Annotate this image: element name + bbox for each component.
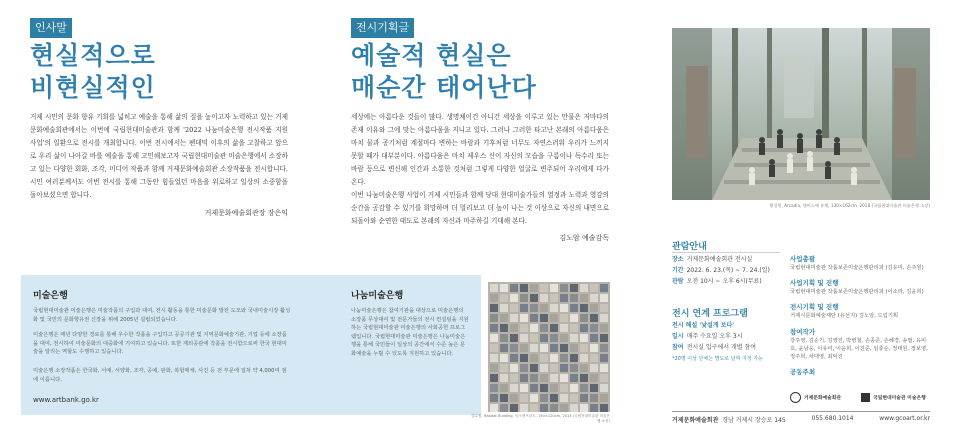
greeting-title-line1: 현실적으로 bbox=[30, 41, 156, 70]
program-title: 전시 해설 '낯설게 보다' bbox=[672, 322, 735, 329]
footer-phone: 055.680.1014 bbox=[811, 415, 854, 422]
credit-heading: 전시기획 및 진행 bbox=[790, 303, 839, 312]
divider bbox=[672, 252, 780, 253]
credit-text: 강주영, 김순기, 김영진, 박병철, 손종준, 손혜경, 송필, 유비호, 윤남웅, 이유미, 이윤희, 이진준, 임충순, 정태원, 정보영, 정주희, 차대영, 최익진 bbox=[790, 337, 928, 361]
credit-heading: 사업총괄 bbox=[790, 255, 816, 263]
greeting-signature: 거제문화예술회관장 장은익 bbox=[204, 209, 288, 217]
footer bbox=[672, 415, 930, 424]
gcoart-logo-icon bbox=[790, 392, 801, 403]
curation-title bbox=[351, 40, 537, 104]
greeting-body: 거제 시민의 문화 향유 기회를 넓히고 예술을 통해 삶의 질을 높이고자 노력하고 있는 거제문화예술회관에서는 이번에 국립현대미술관과 함께 '2022 나눔미술은행 전시작품 지원 사업'의 일환으로 전시를 개최합니다. 이번 전시에서는 팬데믹 이후의 삶을 고찰하고 앞으로 우리 삶이 나아갈 바를 예술을 통해 고민해보고자 국립현대미술관 미술은행에서 소장하고 있는 다양한 회화, 조각, 미디어 작품과 함께 거제문화예술회관 소장작품을 전시합니다. 시민 여러분께서도 이번 전시를 통해 그동안 힘들었던 마음을 위로하고 일상의 소중함을 돌아보셨으면 합니다. bbox=[30, 113, 288, 199]
curation-body-1: 세상에는 아름다운 것들이 많다. 생명체이건 아니건 세상을 이루고 있는 만물은 저마다의 존재 이유와 그에 맞는 아름다움을 지니고 있다. 그러나 그러한 타고난 본래의 아름다움은 마치 물과 공기처럼 계절마다 변하는 바람과 기후처럼 너무도 자연스러워 우리가 느끼지 못할 때가 대부분이다. 아름다움은 마치 제우스 신이 자신의 모습을 구름이나 독수리 또는 바람 등으로 변신해 인간과 소통한 것처럼 그렇게 다양한 얼굴로 변주되어 우리에게 다가온다. bbox=[351, 113, 609, 186]
nanum-bank-heading: 나눔미술은행 bbox=[351, 291, 404, 301]
credit-text: 국립현대미술관 작품보존미술은행관리과 (김유미, 손주원) bbox=[790, 265, 924, 271]
curation-body-2: 이번 나눔미술은행 사업이 거제 시민들과 함께 당대 현대미술가들의 열정과 노력과 영감의 순간을 공감할 수 있기를 희망하며 더 멀리보고 더 높이 나는 것 이상으로 자신의 내면으로 되돌아와 순연한 태도로 본래의 자신과 마주하길 기대해 본다. bbox=[351, 191, 609, 225]
art-bank-paragraph-3: 미술은행 소장작품은 한국화, 서예, 서양화, 조각, 공예, 판화, 복합매체, 사진 등 전 부문에 걸쳐 약 4,000여 점에 이릅니다. bbox=[33, 368, 287, 383]
curation-title-line1: 예술적 현실은 bbox=[351, 41, 512, 70]
credit-text: 국립현대미술관 작품보존미술은행관리과 (이소라, 김윤희) bbox=[790, 289, 924, 296]
program-heading: 전시 연계 프로그램 bbox=[672, 309, 748, 319]
art-bank-paragraph-1: 국립현대미술관 미술은행은 미술작품의 구입과 대여, 전시 활동을 통한 미술문화 발전 도모와 국내미술시장 활성화 및 국민의 문화향유권 신장을 위해 2005년 설립되었습니다. bbox=[33, 308, 291, 323]
credit-heading: 사업기획 및 진행 bbox=[790, 279, 839, 288]
footer-venue: 거제문화예술회관 bbox=[672, 417, 719, 424]
exhibition-info-list bbox=[672, 254, 782, 288]
logo-gcoart: 거제문화예술회관 bbox=[790, 392, 841, 403]
tile-caption: 김수정, Habitat Building, 잉크젯프린트, 150×120cm, 2013 (국립현대미술관 미술은행 소장) bbox=[470, 414, 610, 423]
greeting-tag: 인사말 bbox=[30, 18, 72, 38]
footer-web[interactable]: www.gcoart.or.kr bbox=[879, 415, 930, 422]
logo-mmca: 국립현대미술관 미술은행 bbox=[861, 393, 926, 402]
program-row: 참여 전시실 입구에서 개별 참여 bbox=[672, 344, 757, 352]
info-row: 관람 오전 10시 ~ 오후 6시(무료) bbox=[672, 278, 762, 286]
credits bbox=[790, 254, 930, 377]
credit-text: 거제시문화예술재단 (유선지) 김노암, 드림기획 bbox=[790, 313, 899, 320]
program-row: 일시 매주 수요일 오후 3시 bbox=[672, 333, 743, 341]
art-bank-heading: 미술은행 bbox=[33, 291, 68, 301]
footer-venue-address bbox=[672, 415, 786, 424]
exhibition-info-heading: 관람안내 bbox=[672, 242, 707, 252]
greeting-title bbox=[30, 40, 156, 104]
info-row: 기간 2022. 6. 23.(목) ~ 7. 24.(일) bbox=[672, 267, 770, 275]
credit-heading: 공동주최 bbox=[790, 368, 816, 377]
tile-artwork-image bbox=[488, 282, 610, 412]
curation-title-line2: 매순간 태어난다 bbox=[351, 73, 537, 102]
footer-divider bbox=[672, 411, 930, 412]
mmca-logo-icon bbox=[861, 393, 870, 402]
credit-heading: 참여작가 bbox=[790, 327, 816, 336]
curation-tag: 전시기획글 bbox=[351, 18, 414, 38]
artwork-caption: 황성원, Arcadia, 캔버스에 유채, 130×162cm, 2018 (국립현대미술관 미술은행 소장) bbox=[769, 203, 930, 208]
logos bbox=[790, 392, 926, 403]
greeting-title-line2: 비현실적인 bbox=[30, 73, 156, 102]
artwork-image bbox=[672, 28, 930, 200]
info-row: 장소 거제문화예술회관 전시실 bbox=[672, 256, 753, 263]
art-bank-paragraph-2: 미술은행은 매년 다양한 경로를 통해 우수한 작품을 구입하고 공공기관 및 지역문화예술기관, 기업 등에 소장품을 대여, 전시하여 미술문화의 대중화에 기여하고 있습니다. 또한 재외공관에 작품을 전시함으로써 한국 현대미술을 알리는 역할도 수행하고 있습니다. bbox=[33, 332, 287, 356]
curation-signature: 김노암 예술감독 bbox=[559, 234, 609, 242]
footer-address: 경남 거제시 장승로 145 bbox=[722, 417, 786, 424]
program-note: *20명 이상 단체는 별도로 날짜 지정 가능 bbox=[672, 355, 763, 362]
art-bank-url[interactable]: www.artbank.go.kr bbox=[33, 396, 99, 404]
program-details bbox=[672, 320, 782, 365]
nanum-bank-body: 나눔미술은행은 참여기관을 대상으로 미술은행의 소장품 무상대여 및 전문가들의 전시 컨설팅을 지원하는 국립현대미술관 미술은행의 사회공헌 프로그램입니다. 국립현대미술관 미술은행은 나눔미술은행을 통해 국민들이 일상의 공간에서 수준 높은 문화예술을 누릴 수 있도록 지원하고 있습니다. bbox=[351, 308, 469, 357]
